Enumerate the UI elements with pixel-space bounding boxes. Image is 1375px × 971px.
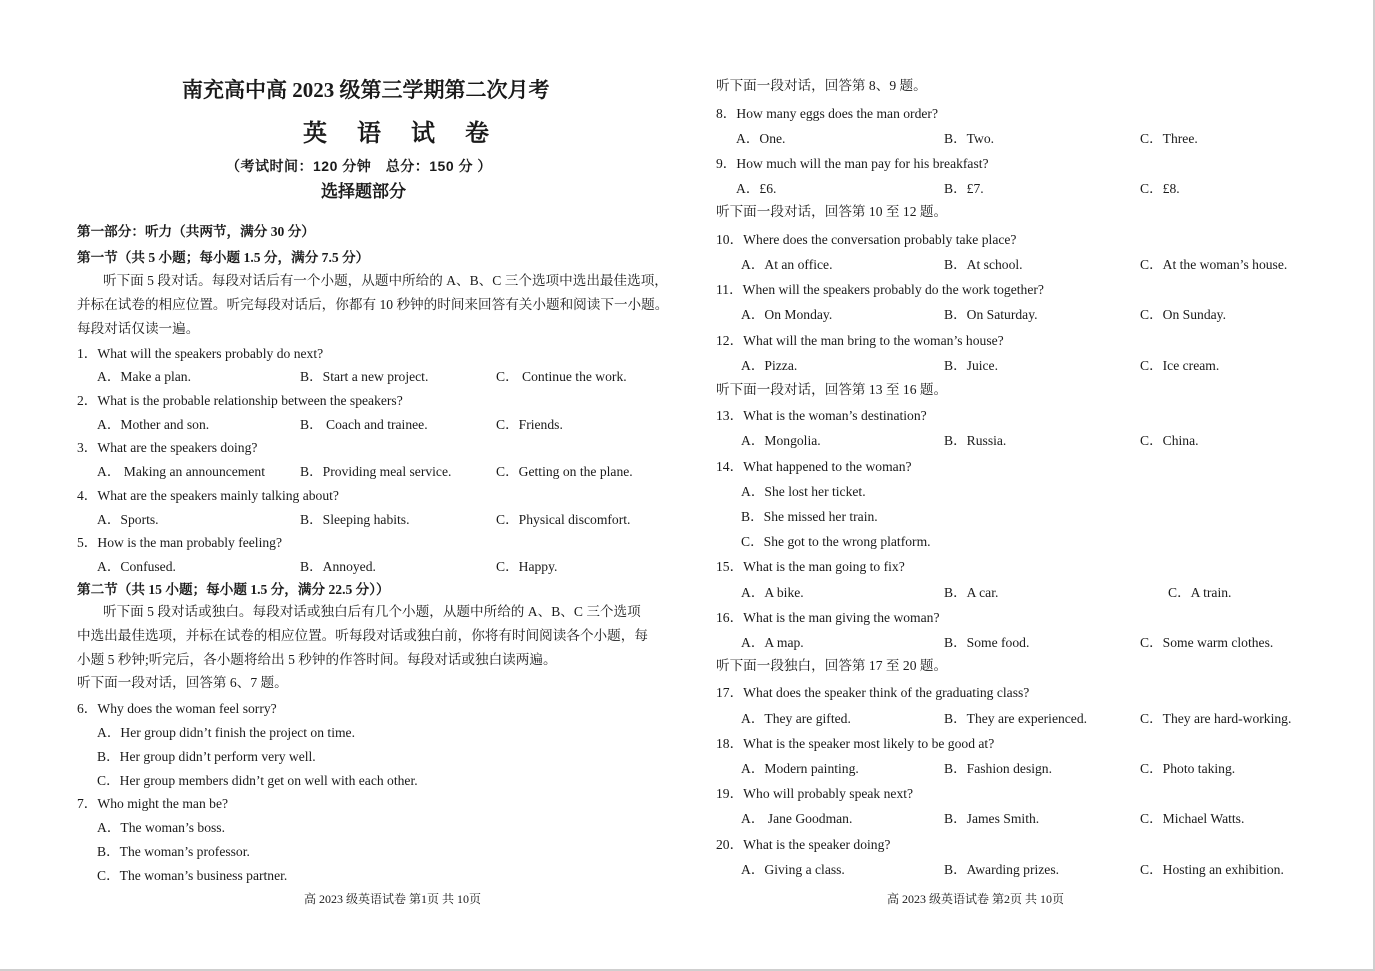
question-12: 12．What will the man bring to the woman’s house? [716, 333, 1004, 348]
q7-option-b: B．The woman’s professor. [97, 844, 250, 859]
q7-option-c: C．The woman’s business partner. [97, 868, 288, 883]
q9-option-a: A．£6. [736, 181, 777, 196]
q8-option-a: A．One. [736, 131, 786, 146]
question-4: 4．What are the speakers mainly talking about? [77, 488, 339, 503]
q14-option-a: A．She lost her ticket. [741, 484, 866, 499]
q15-option-b: B．A car. [944, 585, 999, 600]
q10-option-c: C．At the woman’s house. [1140, 257, 1288, 272]
section1-instruction-line: 每段对话仅读一遍。 [77, 321, 200, 336]
q10-option-a: A．At an office. [741, 257, 833, 272]
q13-option-c: C．China. [1140, 433, 1199, 448]
q20-option-b: B．Awarding prizes. [944, 862, 1060, 877]
q8-option-c: C．Three. [1140, 131, 1198, 146]
q4-option-b: B．Sleeping habits. [300, 512, 410, 527]
section2-instruction-line: 中选出最佳选项，并标在试卷的相应位置。听每段对话或独白前，你将有时间阅读各个小题，每 [77, 628, 648, 643]
q5-option-c: C．Happy. [496, 559, 558, 574]
q20-option-c: C．Hosting an exhibition. [1140, 862, 1284, 877]
listen-instruction: 听下面一段独白，回答第 17 至 20 题。 [716, 658, 948, 673]
question-16: 16．What is the man giving the woman? [716, 610, 940, 625]
q3-option-b: B．Providing meal service. [300, 464, 452, 479]
q4-option-c: C．Physical discomfort. [496, 512, 631, 527]
listen-instruction: 听下面一段对话，回答第 13 至 16 题。 [716, 382, 948, 397]
listen-instruction: 听下面一段对话，回答第 10 至 12 题。 [716, 204, 948, 219]
q1-option-a: A．Make a plan. [97, 369, 191, 384]
q6-option-a: A．Her group didn’t finish the project on time. [97, 725, 355, 740]
page-footer: 高 2023 级英语试卷 第2页 共 10页 [887, 892, 1065, 906]
q5-option-b: B．Annoyed. [300, 559, 376, 574]
q19-option-b: B．James Smith. [944, 811, 1040, 826]
q5-option-a: A．Confused. [97, 559, 176, 574]
q13-option-a: A．Mongolia. [741, 433, 821, 448]
question-14: 14．What happened to the woman? [716, 459, 912, 474]
q14-option-c: C．She got to the wrong platform. [741, 534, 931, 549]
section1-instruction-line: 并标在试卷的相应位置。听完每段对话后，你都有 10 秒钟的时间来回答有关小题和阅读下一小题。 [77, 297, 669, 312]
question-1: 1．What will the speakers probably do next? [77, 346, 324, 361]
q9-option-c: C．£8. [1140, 181, 1180, 196]
exam-title: 南充高中高 2023 级第三学期第二次月考 [182, 78, 550, 102]
q20-option-a: A．Giving a class. [741, 862, 845, 877]
q18-option-a: A．Modern painting. [741, 761, 859, 776]
question-18: 18．What is the speaker most likely to be good at? [716, 736, 995, 751]
q16-option-a: A．A map. [741, 635, 804, 650]
listen-instruction: 听下面一段对话，回答第 6、7 题。 [77, 675, 288, 690]
question-5: 5．How is the man probably feeling? [77, 535, 282, 550]
q19-option-c: C．Michael Watts. [1140, 811, 1245, 826]
page-footer: 高 2023 级英语试卷 第1页 共 10页 [304, 892, 482, 906]
q12-option-c: C．Ice cream. [1140, 358, 1220, 373]
q7-option-a: A．The woman’s boss. [97, 820, 225, 835]
question-13: 13．What is the woman’s destination? [716, 408, 927, 423]
q1-option-b: B．Start a new project. [300, 369, 429, 384]
q16-option-c: C．Some warm clothes. [1140, 635, 1274, 650]
question-3: 3．What are the speakers doing? [77, 440, 258, 455]
q17-option-a: A．They are gifted. [741, 711, 851, 726]
q1-option-c: C． Continue the work. [496, 369, 627, 384]
question-8: 8．How many eggs does the man order? [716, 106, 938, 121]
q6-option-b: B．Her group didn’t perform very well. [97, 749, 316, 764]
question-7: 7．Who might the man be? [77, 796, 229, 811]
section2-instruction-line: 小题 5 秒钟;听完后，各小题将给出 5 秒钟的作答时间。每段对话或独白读两遍。 [77, 652, 557, 667]
q6-option-c: C．Her group members didn’t get on well with each other. [97, 773, 418, 788]
q11-option-c: C．On Sunday. [1140, 307, 1226, 322]
q11-option-a: A．On Monday. [741, 307, 833, 322]
q3-option-c: C．Getting on the plane. [496, 464, 633, 479]
section2-instruction-line: 听下面 5 段对话或独白。每段对话或独白后有几个小题，从题中所给的 A、B、C 三个选项 [103, 604, 641, 619]
section1-instruction-line: 听下面 5 段对话。每段对话后有一个小题，从题中所给的 A、B、C 三个选项中选出最佳选项， [103, 273, 668, 288]
q12-option-b: B．Juice. [944, 358, 998, 373]
part1-heading: 第一部分：听力（共两节，满分 30 分） [77, 224, 315, 239]
question-20: 20．What is the speaker doing? [716, 837, 891, 852]
q2-option-a: A．Mother and son. [97, 417, 210, 432]
question-2: 2．What is the probable relationship between the speakers? [77, 393, 403, 408]
q3-option-a: A． Making an announcement [97, 464, 265, 479]
q12-option-a: A．Pizza. [741, 358, 798, 373]
q16-option-b: B．Some food. [944, 635, 1030, 650]
section1-heading: 第一节（共 5 小题；每小题 1.5 分，满分 7.5 分） [77, 250, 370, 265]
question-9: 9．How much will the man pay for his breakfast? [716, 156, 989, 171]
q2-option-b: B． Coach and trainee. [300, 417, 428, 432]
q10-option-b: B．At school. [944, 257, 1023, 272]
part-label: 选择题部分 [321, 182, 406, 201]
question-6: 6．Why does the woman feel sorry? [77, 701, 277, 716]
question-15: 15．What is the man going to fix? [716, 559, 905, 574]
q8-option-b: B．Two. [944, 131, 995, 146]
section2-heading: 第二节（共 15 小题；每小题 1.5 分，满分 22.5 分）） [77, 582, 390, 597]
q11-option-b: B．On Saturday. [944, 307, 1038, 322]
q4-option-a: A．Sports. [97, 512, 159, 527]
q17-option-b: B．They are experienced. [944, 711, 1088, 726]
q19-option-a: A． Jane Goodman. [741, 811, 853, 826]
q9-option-b: B．£7. [944, 181, 984, 196]
q15-option-c: C．A train. [1168, 585, 1232, 600]
q14-option-b: B．She missed her train. [741, 509, 878, 524]
question-10: 10．Where does the conversation probably take place? [716, 232, 1017, 247]
q17-option-c: C．They are hard-working. [1140, 711, 1292, 726]
exam-info: （考试时间：120 分钟 总分：150 分 ） [226, 158, 492, 174]
listen-instruction: 听下面一段对话，回答第 8、9 题。 [716, 78, 927, 93]
q15-option-a: A．A bike. [741, 585, 804, 600]
question-17: 17．What does the speaker think of the graduating class? [716, 685, 1030, 700]
q18-option-b: B．Fashion design. [944, 761, 1052, 776]
q18-option-c: C．Photo taking. [1140, 761, 1236, 776]
subject-title: 英 语 试 卷 [303, 121, 501, 147]
q2-option-c: C．Friends. [496, 417, 563, 432]
question-19: 19．Who will probably speak next? [716, 786, 914, 801]
question-11: 11．When will the speakers probably do the work together? [716, 282, 1044, 297]
q13-option-b: B．Russia. [944, 433, 1007, 448]
